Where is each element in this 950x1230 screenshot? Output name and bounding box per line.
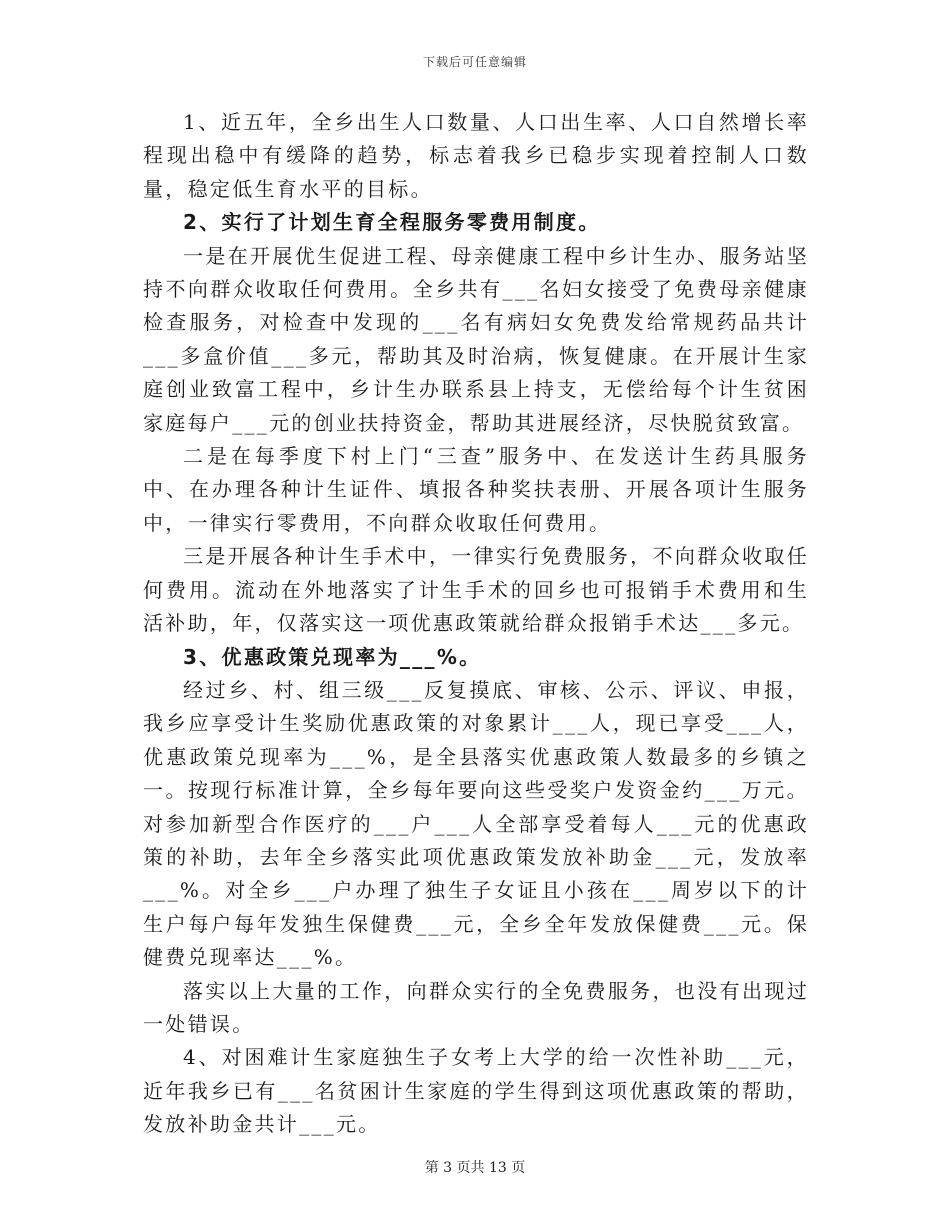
paragraph-1: 1、近五年，全乡出生人口数量、人口出生率、人口自然增长率程现出稳中有缓降的趋势，标志着我乡已稳步实现着控制人口数量，稳定低生育水平的目标。 [143,110,809,201]
section-heading-2: 2、实行了计划生育全程服务零费用制度。 [183,210,601,235]
paragraph-item-two: 二是在每季度下村上门“三查”服务中、在发送计生药具服务中、在办理各种计生证件、填报各种奖扶表册、开展各项计生服务中，一律实行零费用，不向群众收取任何费用。 [143,444,809,535]
page-header-note: 下载后可任意编辑 [422,55,527,69]
paragraph-item-one: 一是在开展优生促进工程、母亲健康工程中乡计生办、服务站坚持不向群众收取任何费用。全乡共有___名妇女接受了免费母亲健康检查服务，对检查中发现的___名有病妇女免费发给常规药品共计___多盒价值___多元，帮助其及时治病，恢复健康。在开展计生家庭创业致富工程中，乡计生办联系县上持支，无偿给每个计生贫困家庭每户___元的创业扶持资金，帮助其进展经济，尽快脱贫致富。 [143,243,809,435]
section-heading-3: 3、优惠政策兑现率为___%。 [183,644,482,669]
paragraph-summary: 落实以上大量的工作，向群众实行的全免费服务，也没有出现过一处错误。 [143,978,809,1036]
document-body [143,106,809,1142]
paragraph-item-three: 三是开展各种计生手术中，一律实行免费服务，不向群众收取任何费用。流动在外地落实了计生手术的回乡也可报销手术费用和生活补助，年，仅落实这一项优惠政策就给群众报销手术达___多元。 [143,544,809,636]
paragraph-policy-details: 经过乡、村、组三级___反复摸底、审核、公示、评议、申报，我乡应享受计生奖励优惠政策的对象累计___人，现已享受___人，优惠政策兑现率为___%，是全县落实优惠政策人数最多的乡镇之一。按现行标准计算，全乡每年要向这些受奖户发资金约___万元。对参加新型合作医疗的___户___人全部享受着每人___元的优惠政策的补助，去年全乡落实此项优惠政策发放补助金___元，发放率___%。对全乡___户办理了独生子女证且小孩在___周岁以下的计生户每户每年发独生保健费___元，全乡全年发放保健费___元。保健费兑现率达___%。 [143,677,809,970]
page-number: 第 3 页共 13 页 [424,1160,526,1176]
paragraph-4: 4、对困难计生家庭独生子女考上大学的给一次性补助___元，近年我乡已有___名贫困计生家庭的学生得到这项优惠政策的帮助，发放补助金共计___元。 [143,1045,809,1137]
